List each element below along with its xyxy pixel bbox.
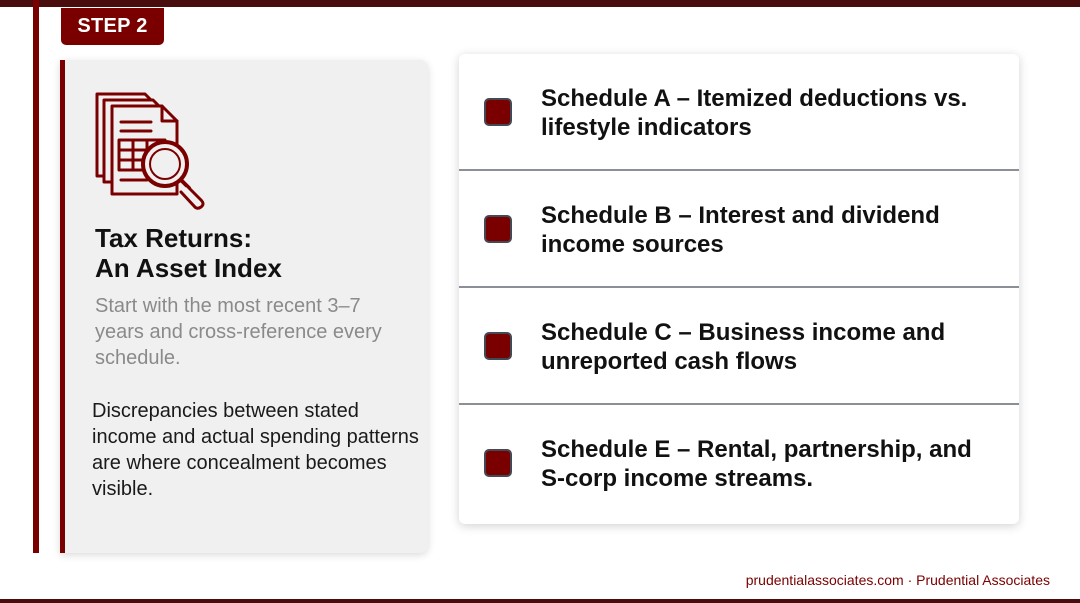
bullet-square-icon <box>484 98 512 126</box>
document-search-icon <box>95 88 213 212</box>
top-border <box>0 0 1080 7</box>
bullet-square-icon <box>484 332 512 360</box>
left-accent-rule <box>33 0 39 553</box>
card-title-line2: An Asset Index <box>95 253 282 283</box>
schedule-item-text: Schedule E – Rental, partnership, and S-corp income streams. <box>541 436 972 492</box>
card-subtitle: Start with the most recent 3–7 years and cross-reference every schedule. <box>95 295 382 369</box>
card-title <box>95 223 415 283</box>
bullet-square-icon <box>484 215 512 243</box>
step-label: STEP 2 <box>61 8 164 45</box>
schedule-list <box>459 54 1019 524</box>
schedule-item-text: Schedule C – Business income and unreported cash flows <box>541 319 946 375</box>
schedule-item-e <box>459 405 1019 524</box>
schedule-item-b <box>459 171 1019 288</box>
bullet-square-icon <box>484 449 512 477</box>
schedule-item-text: Schedule A – Itemized deductions vs. lifestyle indicators <box>541 85 968 141</box>
schedule-item-a <box>459 54 1019 171</box>
bottom-border <box>0 599 1080 603</box>
card-body-text: Discrepancies between stated income and actual spending patterns are where concealment becomes visible. <box>92 400 419 500</box>
schedule-item-text: Schedule B – Interest and dividend income sources <box>541 202 940 258</box>
info-card <box>60 60 428 553</box>
schedule-item-c <box>459 288 1019 405</box>
card-title-line1: Tax Returns: <box>95 223 252 253</box>
footer-credit: prudentialassociates.com · Prudential Associates <box>745 572 1050 588</box>
